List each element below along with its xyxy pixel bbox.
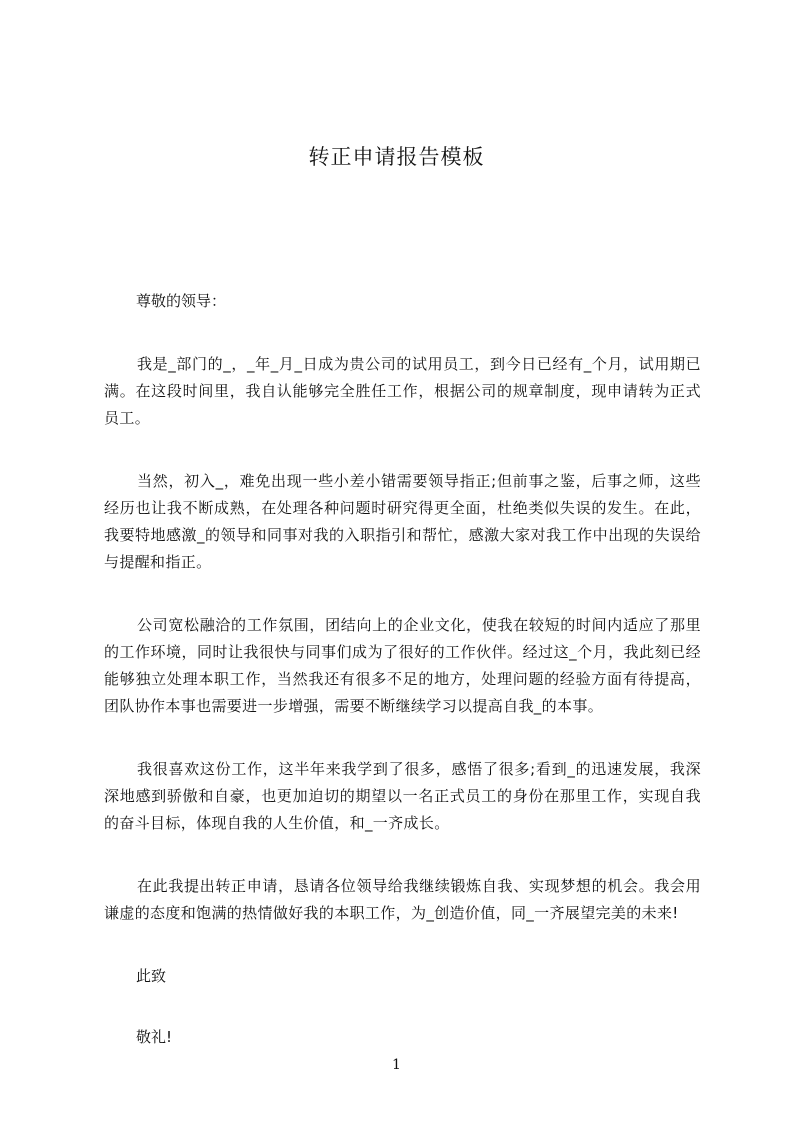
paragraph-4: 我很喜欢这份工作，这半年来我学到了很多，感悟了很多;看到_的迅速发展，我深深地感到骄傲和自豪，也更加迫切的期望以一名正式员工的身份在那里工作，实现自我的奋斗目标，体现自我的人生价值，和_一齐成长。 <box>104 760 701 832</box>
paragraph-5: 在此我提出转正申请，恳请各位领导给我继续锻炼自我、实现梦想的机会。我会用谦虚的态度和饱满的热情做好我的本职工作，为_创造价值，同_一齐展望完美的未来! <box>104 877 701 922</box>
paragraph-1: 我是_部门的_，_年_月_日成为贵公司的试用员工，到今日已经有_个月，试用期已满。在这段时间里，我自认能够完全胜任工作，根据公司的规章制度，现申请转为正式员工。 <box>104 355 701 427</box>
closing-greeting: 此致 <box>136 967 167 985</box>
document-body <box>104 288 701 1085</box>
page-number: 1 <box>392 1057 401 1073</box>
paragraph-2: 当然，初入_，难免出现一些小差小错需要领导指正;但前事之鉴，后事之师，这些经历也让我不断成熟，在处理各种问题时研究得更全面，杜绝类似失误的发生。在此，我要特地感激_的领导和同事对我的入职指引和帮忙，感激大家对我工作中出现的失误给与提醒和指正。 <box>104 472 701 571</box>
salutation: 尊敬的领导： <box>136 292 227 310</box>
document-title: 转正申请报告模板 <box>308 145 485 169</box>
paragraph-3: 公司宽松融洽的工作氛围，团结向上的企业文化，使我在较短的时间内适应了那里的工作环境，同时让我很快与同事们成为了很好的工作伙伴。经过这_个月，我此刻已经能够独立处理本职工作，当然我还有很多不足的地方，处理问题的经验方面有待提高，团队协作本事也需要进一步增强，需要不断继续学习以提高自我_的本事。 <box>104 616 701 715</box>
closing-salute: 敬礼! <box>136 1028 173 1046</box>
